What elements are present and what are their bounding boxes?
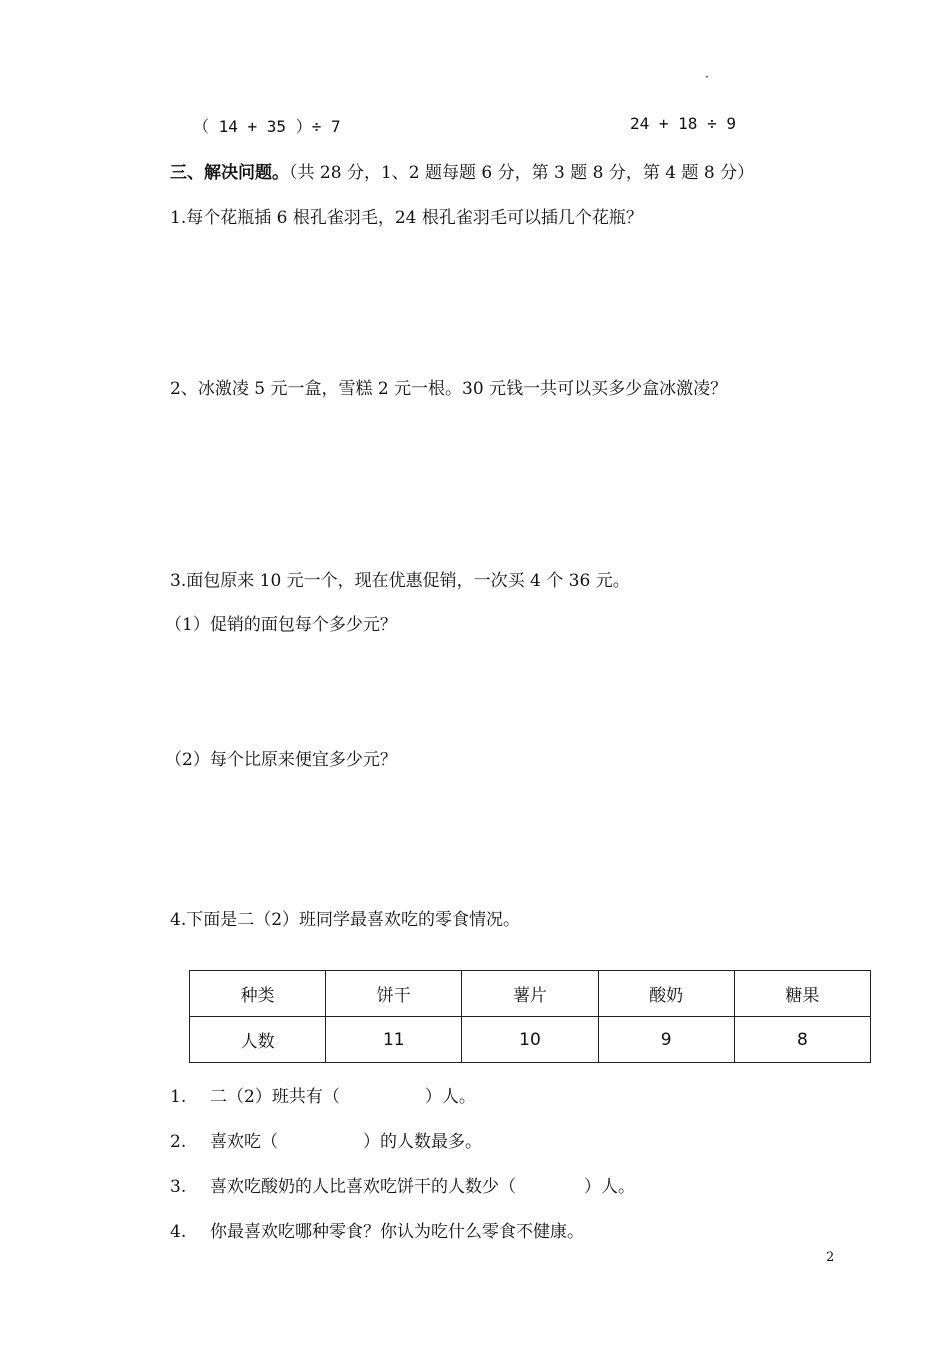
table-cell: 薯片 (462, 971, 598, 1017)
table-header-row (190, 971, 871, 1017)
subquestion-3 (170, 1172, 635, 1197)
table-cell: 8 (734, 1017, 870, 1063)
section-title: 三、解决问题。 (170, 163, 289, 183)
snack-table (189, 970, 871, 1063)
table-cell: 种类 (190, 971, 326, 1017)
table-cell: 酸奶 (598, 971, 734, 1017)
subquestion-number: 4. (170, 1222, 187, 1242)
table-cell: 11 (326, 1017, 462, 1063)
subquestion-number: 2. (170, 1132, 187, 1152)
question-1: 1.每个花瓶插 6 根孔雀羽毛，24 根孔雀羽毛可以插几个花瓶？ (170, 208, 643, 228)
question-4: 4.下面是二（2）班同学最喜欢吃的零食情况。 (170, 910, 521, 930)
subquestion-number: 3. (170, 1177, 187, 1197)
section-heading (170, 158, 754, 183)
subquestion-text: 二（2）班共有（ ）人。 (210, 1087, 476, 1107)
subquestion-text: 喜欢吃酸奶的人比喜欢吃饼干的人数少（ ）人。 (210, 1177, 635, 1197)
section-note: （共 28 分，1、2 题每题 6 分，第 3 题 8 分，第 4 题 8 分） (289, 163, 755, 183)
header-mark: · (705, 70, 709, 84)
subquestion-text: 你最喜欢吃哪种零食？你认为吃什么零食不健康。 (210, 1222, 584, 1242)
question-2: 2、冰激凌 5 元一盒，雪糕 2 元一根。30 元钱一共可以买多少盒冰激凌？ (170, 379, 728, 399)
table-cell: 糖果 (734, 971, 870, 1017)
subquestion-1 (170, 1082, 476, 1107)
table-row (190, 1017, 871, 1063)
subquestion-text: 喜欢吃（ ）的人数最多。 (210, 1132, 482, 1152)
page-number: 2 (826, 1250, 835, 1265)
question-3: 3.面包原来 10 元一个，现在优惠促销，一次买 4 个 36 元。 (170, 571, 630, 591)
table-cell: 10 (462, 1017, 598, 1063)
expression-right: 24 + 18 ÷ 9 (630, 114, 736, 133)
expression-left: （ 14 + 35 ）÷ 7 (193, 117, 341, 136)
table-cell: 9 (598, 1017, 734, 1063)
subquestion-number: 1. (170, 1087, 187, 1107)
table-cell: 人数 (190, 1017, 326, 1063)
table-cell: 饼干 (326, 971, 462, 1017)
question-3-part-2: （2）每个比原来便宜多少元？ (165, 750, 397, 770)
subquestion-2 (170, 1127, 482, 1152)
question-3-part-1: （1）促销的面包每个多少元？ (165, 615, 397, 635)
subquestion-4 (170, 1217, 584, 1242)
